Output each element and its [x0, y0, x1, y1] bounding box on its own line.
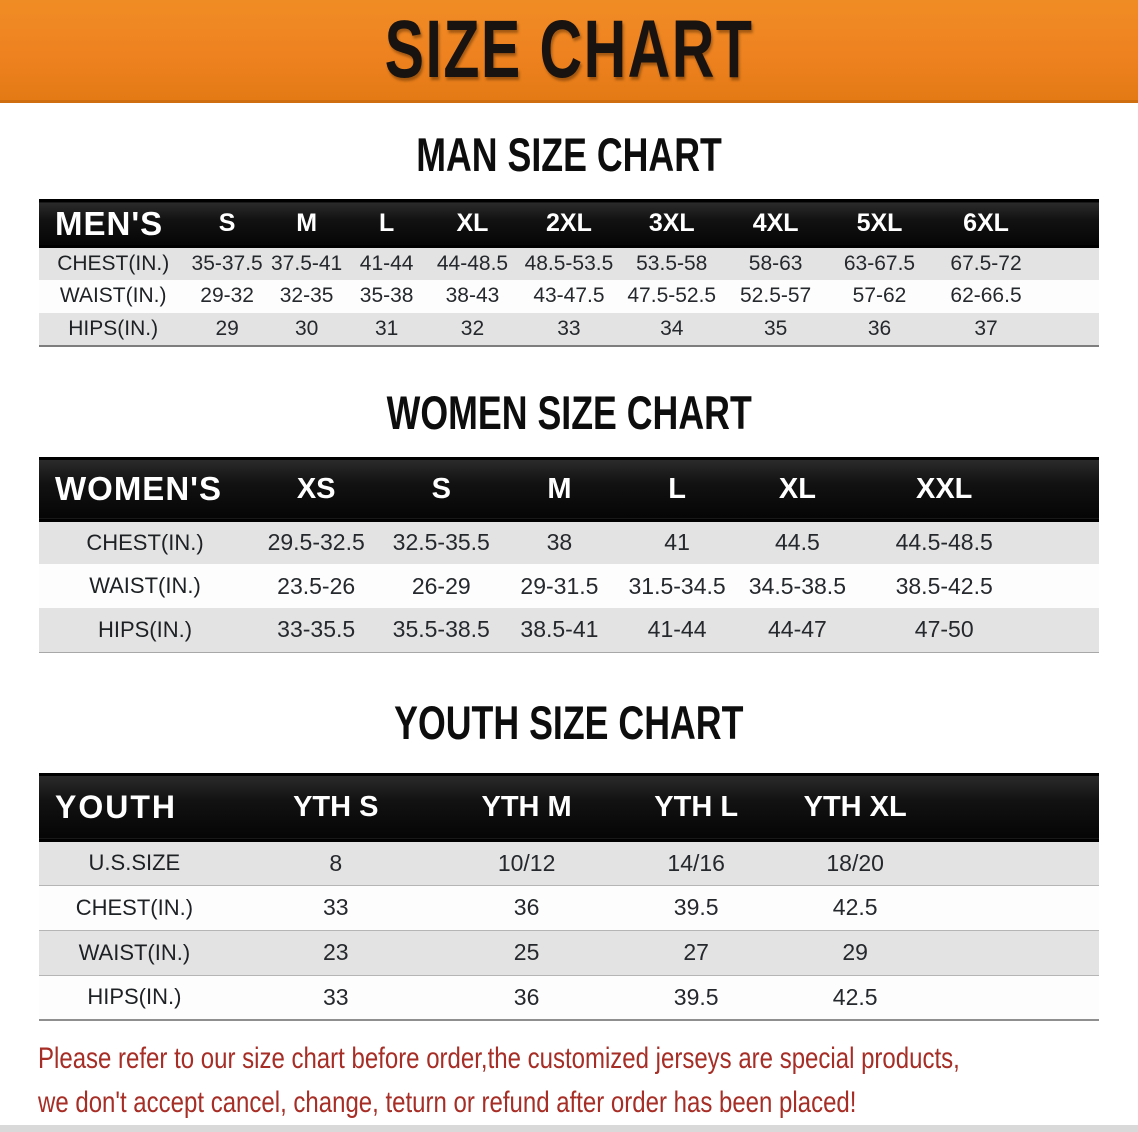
- cell: 53.5-58: [620, 247, 724, 280]
- men-heading-text: MAN SIZE CHART: [416, 128, 722, 181]
- youth-col-s: YTH S: [230, 774, 442, 840]
- cell: 57-62: [828, 280, 932, 313]
- cell: 62-66.5: [931, 280, 1040, 313]
- cell: 47-50: [858, 608, 1030, 652]
- women-section-heading: [0, 387, 1138, 439]
- men-col-xl: XL: [427, 201, 518, 247]
- cell-filler: [929, 930, 1099, 975]
- cell: 23: [230, 930, 442, 975]
- cell: 41: [618, 520, 737, 564]
- size-chart-banner: [0, 0, 1138, 103]
- cell-filler: [1030, 520, 1099, 564]
- cell: 35-37.5: [187, 247, 266, 280]
- cell: 34: [620, 313, 724, 346]
- cell: 42.5: [781, 885, 929, 930]
- page-title: SIZE CHART: [384, 4, 754, 95]
- men-col-6xl: 6XL: [931, 201, 1040, 247]
- youth-heading-text: YOUTH SIZE CHART: [394, 695, 744, 749]
- cell: 27: [611, 930, 781, 975]
- cell-filler: [1030, 564, 1099, 608]
- women-col-m: M: [501, 458, 618, 520]
- row-label: CHEST(IN.): [39, 247, 187, 280]
- cell: 31: [346, 313, 427, 346]
- cell: 44.5: [736, 520, 858, 564]
- cell: 44.5-48.5: [858, 520, 1030, 564]
- cell-filler: [1041, 313, 1099, 346]
- disclaimer-line-1: Please refer to our size chart before order,the customized jerseys are special products,: [38, 1042, 960, 1075]
- cell: 47.5-52.5: [620, 280, 724, 313]
- bottom-edge-strip: [0, 1125, 1138, 1132]
- youth-section-heading: [0, 697, 1138, 749]
- cell: 67.5-72: [931, 247, 1040, 280]
- cell: 14/16: [611, 840, 781, 885]
- youth-col-m: YTH M: [442, 774, 612, 840]
- table-row: [39, 313, 1099, 346]
- women-col-xs: XS: [251, 458, 381, 520]
- cell: 29.5-32.5: [251, 520, 381, 564]
- cell: 39.5: [611, 975, 781, 1020]
- women-col-xxl: XXL: [858, 458, 1030, 520]
- men-col-s: S: [187, 201, 266, 247]
- women-col-s: S: [381, 458, 501, 520]
- table-row: [39, 975, 1099, 1020]
- men-col-3xl: 3XL: [620, 201, 724, 247]
- women-table-label: WOMEN'S: [39, 458, 251, 520]
- row-label: WAIST(IN.): [39, 564, 251, 608]
- youth-table-label: YOUTH: [39, 774, 230, 840]
- youth-size-table: [39, 773, 1099, 1022]
- cell: 30: [267, 313, 346, 346]
- table-row: [39, 885, 1099, 930]
- row-label: HIPS(IN.): [39, 313, 187, 346]
- cell: 10/12: [442, 840, 612, 885]
- cell-filler: [929, 840, 1099, 885]
- cell: 31.5-34.5: [618, 564, 737, 608]
- cell: 29-31.5: [501, 564, 618, 608]
- men-col-m: M: [267, 201, 346, 247]
- cell: 36: [442, 975, 612, 1020]
- men-col-filler: [1041, 201, 1099, 247]
- men-col-5xl: 5XL: [828, 201, 932, 247]
- table-row: [39, 280, 1099, 313]
- cell: 35: [724, 313, 828, 346]
- table-row: [39, 520, 1099, 564]
- row-label: WAIST(IN.): [39, 280, 187, 313]
- women-header-row: [39, 458, 1099, 520]
- cell: 44-47: [736, 608, 858, 652]
- cell: 33: [230, 885, 442, 930]
- men-col-l: L: [346, 201, 427, 247]
- women-col-l: L: [618, 458, 737, 520]
- cell: 25: [442, 930, 612, 975]
- cell: 36: [442, 885, 612, 930]
- cell: 48.5-53.5: [518, 247, 620, 280]
- table-row: [39, 840, 1099, 885]
- cell: 33: [518, 313, 620, 346]
- cell: 35.5-38.5: [381, 608, 501, 652]
- cell: 41-44: [346, 247, 427, 280]
- table-row: [39, 608, 1099, 652]
- disclaimer-line-2: we don't accept cancel, change, teturn or refund after order has been placed!: [38, 1086, 857, 1119]
- youth-col-filler: [929, 774, 1099, 840]
- cell: 29-32: [187, 280, 266, 313]
- men-size-table: [39, 199, 1099, 347]
- women-col-filler: [1030, 458, 1099, 520]
- disclaimer-note: [38, 1037, 1138, 1125]
- cell: 38.5-41: [501, 608, 618, 652]
- men-section-heading: [0, 129, 1138, 181]
- cell: 36: [828, 313, 932, 346]
- men-col-4xl: 4XL: [724, 201, 828, 247]
- cell: 29: [781, 930, 929, 975]
- cell: 23.5-26: [251, 564, 381, 608]
- cell: 44-48.5: [427, 247, 518, 280]
- youth-col-xl: YTH XL: [781, 774, 929, 840]
- cell: 32: [427, 313, 518, 346]
- cell: 29: [187, 313, 266, 346]
- cell-filler: [1041, 247, 1099, 280]
- cell: 34.5-38.5: [736, 564, 858, 608]
- cell: 38-43: [427, 280, 518, 313]
- table-row: [39, 930, 1099, 975]
- cell: 33: [230, 975, 442, 1020]
- cell: 32.5-35.5: [381, 520, 501, 564]
- row-label: WAIST(IN.): [39, 930, 230, 975]
- cell: 38.5-42.5: [858, 564, 1030, 608]
- men-header-row: [39, 201, 1099, 247]
- cell-filler: [929, 975, 1099, 1020]
- youth-header-row: [39, 774, 1099, 840]
- cell: 33-35.5: [251, 608, 381, 652]
- row-label: HIPS(IN.): [39, 975, 230, 1020]
- cell: 18/20: [781, 840, 929, 885]
- cell: 32-35: [267, 280, 346, 313]
- youth-col-l: YTH L: [611, 774, 781, 840]
- row-label: U.S.SIZE: [39, 840, 230, 885]
- cell: 8: [230, 840, 442, 885]
- cell: 35-38: [346, 280, 427, 313]
- cell: 37.5-41: [267, 247, 346, 280]
- women-col-xl: XL: [736, 458, 858, 520]
- cell-filler: [1030, 608, 1099, 652]
- women-heading-text: WOMEN SIZE CHART: [386, 385, 752, 439]
- men-table-label: MEN'S: [39, 201, 187, 247]
- cell: 42.5: [781, 975, 929, 1020]
- cell: 52.5-57: [724, 280, 828, 313]
- cell: 58-63: [724, 247, 828, 280]
- cell: 37: [931, 313, 1040, 346]
- women-size-table: [39, 457, 1099, 653]
- cell: 26-29: [381, 564, 501, 608]
- cell: 63-67.5: [828, 247, 932, 280]
- cell: 43-47.5: [518, 280, 620, 313]
- men-col-2xl: 2XL: [518, 201, 620, 247]
- cell: 39.5: [611, 885, 781, 930]
- cell: 38: [501, 520, 618, 564]
- cell: 41-44: [618, 608, 737, 652]
- row-label: CHEST(IN.): [39, 885, 230, 930]
- table-row: [39, 564, 1099, 608]
- cell-filler: [929, 885, 1099, 930]
- row-label: CHEST(IN.): [39, 520, 251, 564]
- row-label: HIPS(IN.): [39, 608, 251, 652]
- table-row: [39, 247, 1099, 280]
- cell-filler: [1041, 280, 1099, 313]
